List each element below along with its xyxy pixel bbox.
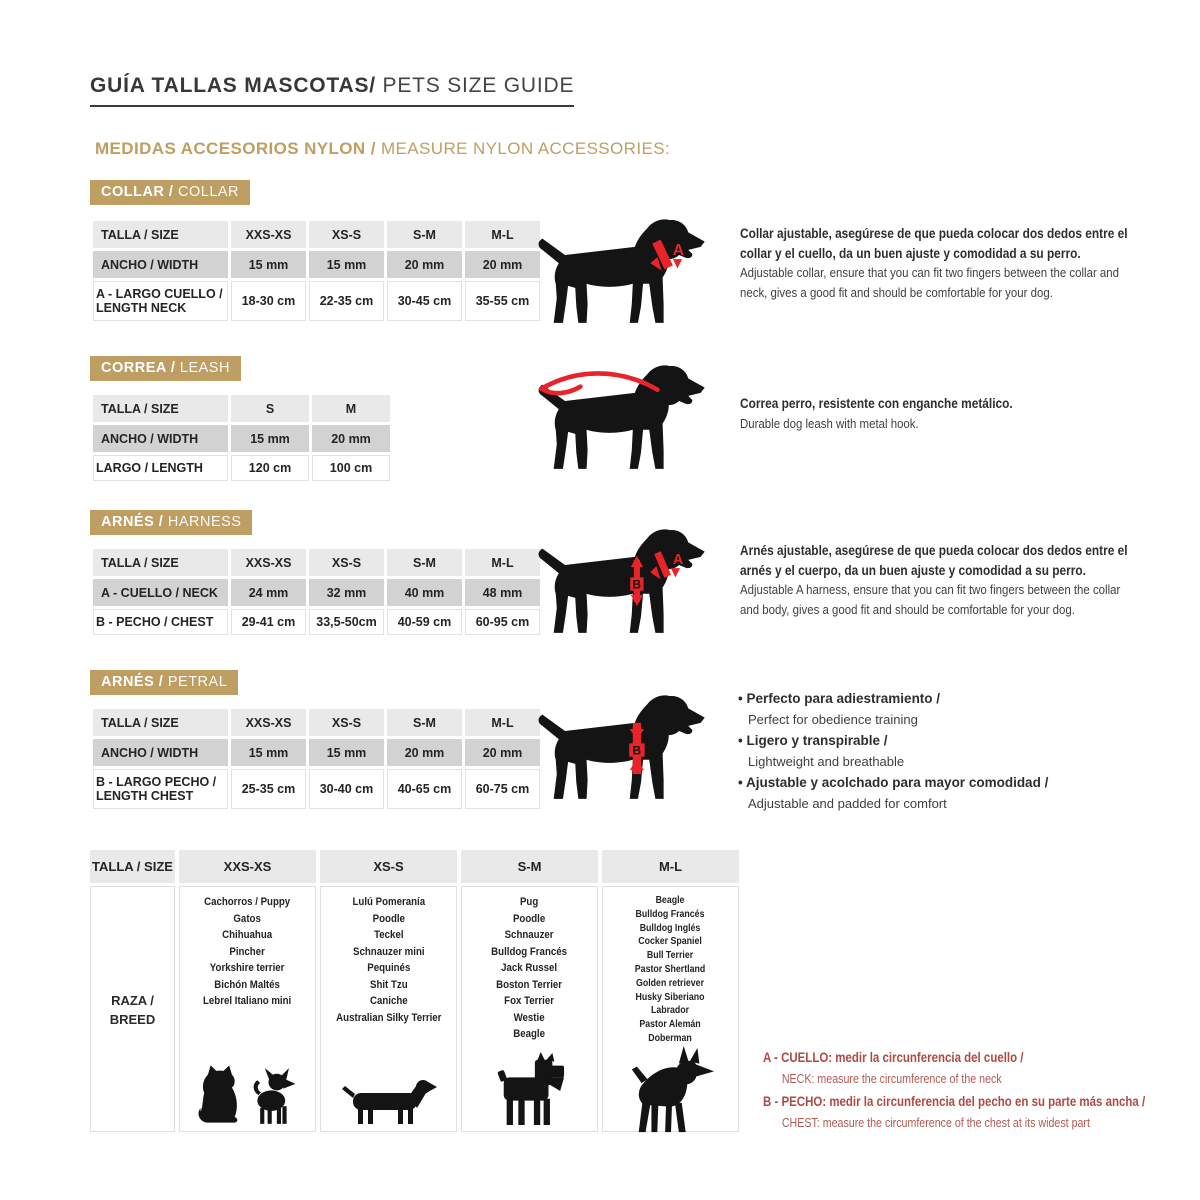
breed-item: Bulldog Francés [636,908,705,920]
size-value-cell: 15 mm [309,739,384,766]
xs-s-silhouettes [341,1076,437,1126]
size-value-cell: XS-S [309,709,384,736]
subtitle-en: MEASURE NYLON ACCESSORIES: [380,139,671,158]
doberman-silhouette [624,1046,718,1136]
breed-item: Chihuahua [222,929,273,941]
breed-item: Cachorros / Puppy [204,896,291,908]
breed-column-xxs-xs [179,886,316,1132]
collar-desc-es: Collar ajustable, asegúrese de que pueda colocar dos dedos entre el collar y el cuello, da un buen ajuste y comodidad a su perro. [740,226,1128,261]
size-value-cell: XS-S [309,221,384,248]
row-label-cell: A - LARGO CUELLO / LENGTH NECK [93,281,228,321]
breed-item: Bichón Maltés [214,978,281,991]
row-label-cell: LARGO / LENGTH [93,455,228,481]
harness-size-table [90,546,543,638]
raza-label-line2: BREED [109,1012,156,1027]
size-value-cell: M [312,395,390,422]
breed-item: Lebrel Italiano mini [203,995,292,1007]
page-title-es: GUÍA TALLAS MASCOTAS/ [90,74,376,97]
size-value-cell: 15 mm [231,425,309,452]
size-value-cell: 100 cm [312,455,390,481]
size-value-cell: 29-41 cm [231,609,306,635]
breed-item: Husky Siberiano [636,991,705,1003]
subtitle-es: MEDIDAS ACCESORIOS NYLON / [95,139,376,158]
size-value-cell: 20 mm [387,251,462,278]
harness-marker-b-letter: B [632,577,642,592]
breed-item: Labrador [651,1005,690,1017]
breed-list-xxs-xs [203,894,291,1010]
harness-description [740,541,1140,619]
collar-badge-es: COLLAR / [101,184,174,200]
breed-item: Shit Tzu [369,978,408,991]
breed-row-label [90,886,175,1132]
leash-desc-en: Durable dog leash with metal hook. [740,415,919,431]
breed-header-s-m: S-M [461,850,598,883]
breed-item: Poodle [513,912,546,925]
row-label-cell: A - CUELLO / NECK [93,579,228,606]
breed-list-xs-s [336,894,441,1026]
breed-item: Beagle [513,1028,546,1040]
footnote-a-en: NECK: measure the circumference of the neck [781,1071,1002,1086]
breed-item: Poodle [372,912,405,925]
breed-item: Bulldog Inglés [640,922,701,934]
breed-header-xs-s: XS-S [320,850,457,883]
cat-silhouette [195,1062,243,1126]
breed-item: Doberman [648,1032,693,1044]
breed-item: Golden retriever [636,977,705,989]
chihuahua-silhouette [249,1066,301,1126]
size-value-cell: 15 mm [231,251,306,278]
breed-item: Pincher [229,945,266,958]
petral-bullet-1-en: Perfect for obedience training [748,712,918,727]
row-label-cell: TALLA / SIZE [93,549,228,576]
raza-label-line1: RAZA / [111,993,154,1008]
breed-item: Jack Russel [501,962,558,974]
size-value-cell: 120 cm [231,455,309,481]
breed-header-size: TALLA / SIZE [90,850,175,883]
s-m-silhouettes [494,1052,566,1126]
breed-column-s-m [461,886,598,1132]
breed-item: Australian Silky Terrier [335,1011,442,1024]
petral-bullet-2-en: Lightweight and breathable [748,754,905,769]
breed-header-xxs-xs: XXS-XS [179,850,316,883]
size-value-cell: 15 mm [231,739,306,766]
measuring-footnotes [763,1046,1145,1134]
row-label-cell: B - PECHO / CHEST [93,609,228,635]
row-label-cell: ANCHO / WIDTH [93,739,228,766]
schnauzer-silhouette [494,1052,566,1126]
size-value-cell: S-M [387,221,462,248]
collar-marker-letter: A [672,242,684,260]
leash-dog-illustration [534,362,709,475]
size-value-cell: XXS-XS [231,549,306,576]
petral-feature-list [738,688,1168,814]
petral-bullet-3-es: • Ajustable y acolchado para mayor comodidad / [738,772,1168,793]
size-value-cell: 24 mm [231,579,306,606]
size-value-cell: 30-45 cm [387,281,462,321]
row-label-cell: TALLA / SIZE [93,221,228,248]
page-title [90,74,574,107]
collar-size-table [90,218,543,324]
size-value-cell: S-M [387,709,462,736]
collar-badge-en: COLLAR [178,184,240,200]
petral-bullet-3-en: Adjustable and padded for comfort [748,796,947,811]
size-value-cell: 25-35 cm [231,769,306,809]
petral-bullet-2-es: • Ligero y transpirable / [738,730,1168,751]
petral-badge-en: PETRAL [167,674,228,690]
breed-item: Fox Terrier [504,995,555,1007]
petral-dog-illustration [534,692,709,805]
size-value-cell: XXS-XS [231,709,306,736]
size-value-cell: 20 mm [312,425,390,452]
size-value-cell: M-L [465,549,540,576]
size-value-cell: 40 mm [387,579,462,606]
breed-item: Pequinés [366,962,411,974]
breed-column-m-l [602,886,739,1132]
size-value-cell: 40-65 cm [387,769,462,809]
breed-item: Gatos [233,912,262,925]
size-value-cell: 22-35 cm [309,281,384,321]
harness-marker-a-letter: A [672,552,684,569]
size-value-cell: 60-95 cm [465,609,540,635]
collar-section-badge [90,180,250,205]
size-value-cell: S [231,395,309,422]
size-value-cell: S-M [387,549,462,576]
petral-bullet-1-es: • Perfecto para adiestramiento / [738,688,1168,709]
breed-item: Yorkshire terrier [210,962,285,974]
size-value-cell: 20 mm [465,739,540,766]
leash-desc-es: Correa perro, resistente con enganche metálico. [740,396,1013,411]
row-label-cell: ANCHO / WIDTH [93,251,228,278]
dog-silhouette [539,695,705,798]
size-value-cell: XXS-XS [231,221,306,248]
footnote-b-en: CHEST: measure the circumference of the chest at its widest part [781,1115,1090,1130]
size-value-cell: 60-75 cm [465,769,540,809]
size-value-cell: 35-55 cm [465,281,540,321]
collar-dog-illustration [534,216,709,329]
dog-silhouette [539,219,705,322]
breed-list-s-m [492,894,568,1043]
breed-item: Cocker Spaniel [638,936,703,948]
breed-item: Westie [513,1011,546,1024]
leash-size-table [90,392,393,484]
size-value-cell: M-L [465,221,540,248]
breed-item: Boston Terrier [496,978,563,991]
leash-section-badge [90,356,241,381]
size-value-cell: 48 mm [465,579,540,606]
harness-badge-en: HARNESS [167,514,242,530]
size-value-cell: 30-40 cm [309,769,384,809]
size-value-cell: 33,5-50cm [309,609,384,635]
size-value-cell: 20 mm [387,739,462,766]
leash-description [740,394,1140,433]
dachshund-silhouette [341,1076,437,1126]
breed-item: Schnauzer mini [352,945,425,958]
breed-item: Lulú Pomeranía [352,896,425,908]
xxs-xs-silhouettes [195,1062,301,1126]
breed-item: Pastor Alemán [639,1019,702,1031]
breed-item: Beagle [656,895,685,906]
dog-silhouette [539,529,705,632]
size-value-cell: 40-59 cm [387,609,462,635]
collar-desc-en: Adjustable collar, ensure that you can fit two fingers between the collar and neck, gives a good fit and should be comfortable for your dog. [740,265,1120,300]
size-value-cell: 18-30 cm [231,281,306,321]
breed-item: Bulldog Francés [491,945,568,958]
row-label-cell: TALLA / SIZE [93,709,228,736]
harness-desc-es: Arnés ajustable, asegúrese de que pueda colocar dos dedos entre el arnés y el cuerpo, da un buen ajuste y comodidad a su perro. [740,543,1128,578]
size-value-cell: 15 mm [309,251,384,278]
breed-item: Pug [520,896,539,908]
size-value-cell: 20 mm [465,251,540,278]
breed-table-header [90,850,739,883]
leash-badge-en: LEASH [179,360,230,376]
row-label-cell: TALLA / SIZE [93,395,228,422]
size-value-cell: 32 mm [309,579,384,606]
footnote-b-es: B - PECHO: medir la circunferencia del pecho en su parte más ancha / [763,1093,1146,1109]
harness-dog-illustration [534,526,709,639]
size-value-cell: XS-S [309,549,384,576]
harness-section-badge [90,510,252,535]
footnote-a-es: A - CUELLO: medir la circunferencia del cuello / [763,1049,1024,1065]
petral-size-table [90,706,543,812]
petral-badge-es: ARNÉS / [101,674,164,690]
collar-description [740,224,1140,302]
size-value-cell: M-L [465,709,540,736]
petral-section-badge [90,670,238,695]
page-title-en: PETS SIZE GUIDE [382,74,575,97]
breed-header-m-l: M-L [602,850,739,883]
breed-item: Caniche [369,995,408,1007]
harness-badge-es: ARNÉS / [101,514,164,530]
section-subtitle [95,139,670,159]
breed-item: Schnauzer [505,929,554,941]
breed-item: Bull Terrier [647,950,694,962]
row-label-cell: ANCHO / WIDTH [93,425,228,452]
row-label-cell: B - LARGO PECHO / LENGTH CHEST [93,769,228,809]
breed-size-table [90,850,739,1132]
breed-list-m-l [635,894,705,1046]
breed-item: Pastor Shertland [635,963,706,975]
petral-marker-b-letter: B [632,743,642,758]
leash-badge-es: CORREA / [101,360,176,376]
breed-column-xs-s [320,886,457,1132]
m-l-silhouettes [624,1046,718,1136]
harness-desc-en: Adjustable A harness, ensure that you can fit two fingers between the collar and body, gives a good fit and should be comfortable for your dog. [740,582,1121,617]
breed-item: Teckel [373,929,404,941]
